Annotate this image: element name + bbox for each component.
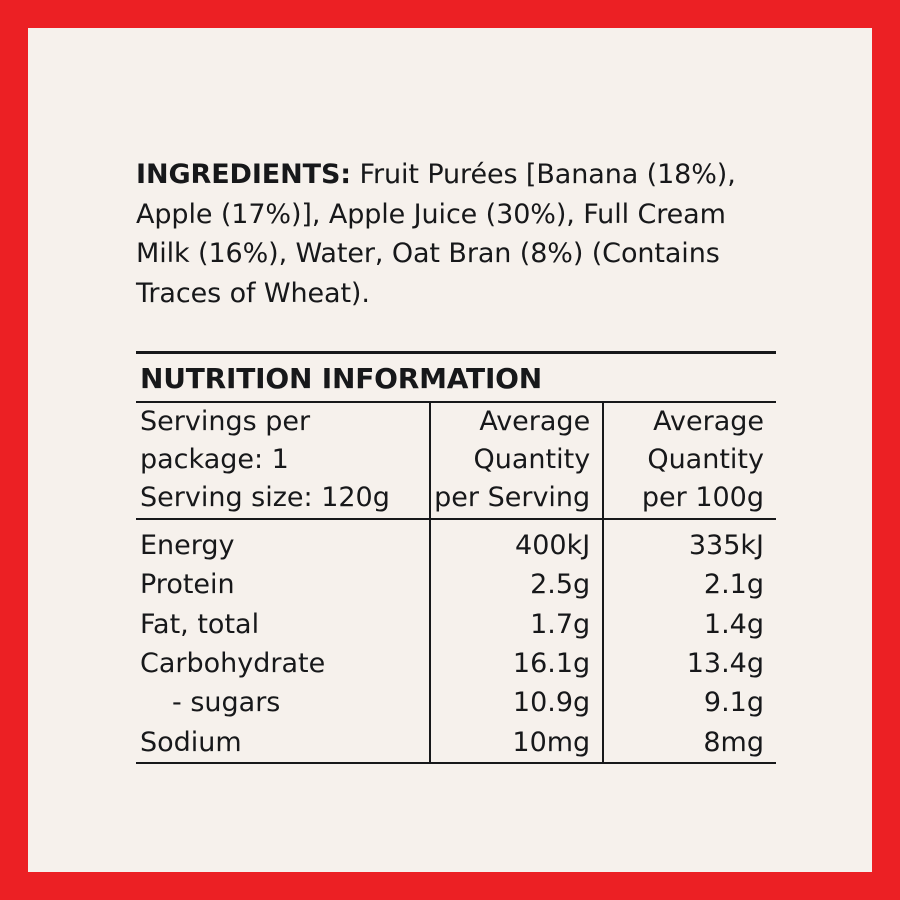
ingredients-text: Fruit Purées [Banana (18%), Apple (17%)], Apple Juice (30%), Full Cream Milk (16%), Water, Oat Bran (8%) (Contains Traces of Wheat).	[136, 159, 736, 310]
divider-cell-3	[603, 519, 776, 526]
ingredients-heading: INGREDIENTS:	[136, 159, 351, 190]
table-row	[136, 683, 776, 722]
nutrient-per-serving: 2.5g	[430, 565, 603, 604]
per-serving-line-1: Average	[479, 405, 591, 437]
bottom-cell-1	[136, 763, 430, 764]
nutrient-per-serving: 400kJ	[430, 526, 603, 565]
label-panel	[28, 28, 872, 872]
per-100g-line-3: per 100g	[641, 482, 764, 514]
per-100g-line-2: Quantity	[647, 444, 764, 476]
nutrient-per-serving: 1.7g	[430, 605, 603, 644]
nutrient-per-serving: 10mg	[430, 723, 603, 763]
label-content	[136, 128, 776, 764]
nutrient-per-serving: 16.1g	[430, 644, 603, 683]
per-100g-line-1: Average	[653, 405, 764, 437]
table-row	[136, 605, 776, 644]
per-serving-line-2: Quantity	[473, 444, 591, 476]
table-row	[136, 565, 776, 604]
divider-cell-1	[136, 519, 430, 526]
nutrient-per-100g: 8mg	[603, 723, 776, 763]
nutrient-per-100g: 2.1g	[603, 565, 776, 604]
nutrient-name: Fat, total	[140, 608, 260, 640]
nutrient-per-100g: 13.4g	[603, 644, 776, 683]
nutrient-per-serving: 10.9g	[430, 683, 603, 722]
nutrient-name: Protein	[140, 569, 235, 601]
table-row	[136, 723, 776, 763]
table-row	[136, 644, 776, 683]
nutrition-table	[136, 403, 776, 764]
table-row	[136, 526, 776, 565]
bottom-cell-3	[603, 763, 776, 764]
servings-cell	[136, 403, 430, 519]
bottom-cell-2	[430, 763, 603, 764]
servings-line-2: package: 1	[140, 444, 289, 476]
nutrient-per-100g: 9.1g	[603, 683, 776, 722]
divider-below-header	[136, 519, 776, 526]
nutrient-name: - sugars	[172, 687, 281, 719]
divider-table-bottom	[136, 763, 776, 764]
per-serving-line-3: per Serving	[434, 482, 591, 514]
nutrient-name: Sodium	[140, 726, 242, 758]
divider-cell-2	[430, 519, 603, 526]
servings-line-3: Serving size: 120g	[140, 482, 390, 514]
nutrient-per-100g: 1.4g	[603, 605, 776, 644]
ingredients-block	[136, 155, 776, 324]
nutrient-name: Carbohydrate	[140, 647, 326, 679]
nutrient-name: Energy	[140, 529, 235, 561]
column-header-per-serving	[430, 403, 603, 519]
nutrition-information-heading: NUTRITION INFORMATION	[140, 361, 543, 395]
table-header-row	[136, 403, 776, 519]
servings-line-1: Servings per	[140, 405, 311, 437]
nutrient-per-100g: 335kJ	[603, 526, 776, 565]
column-header-per-100g	[603, 403, 776, 519]
